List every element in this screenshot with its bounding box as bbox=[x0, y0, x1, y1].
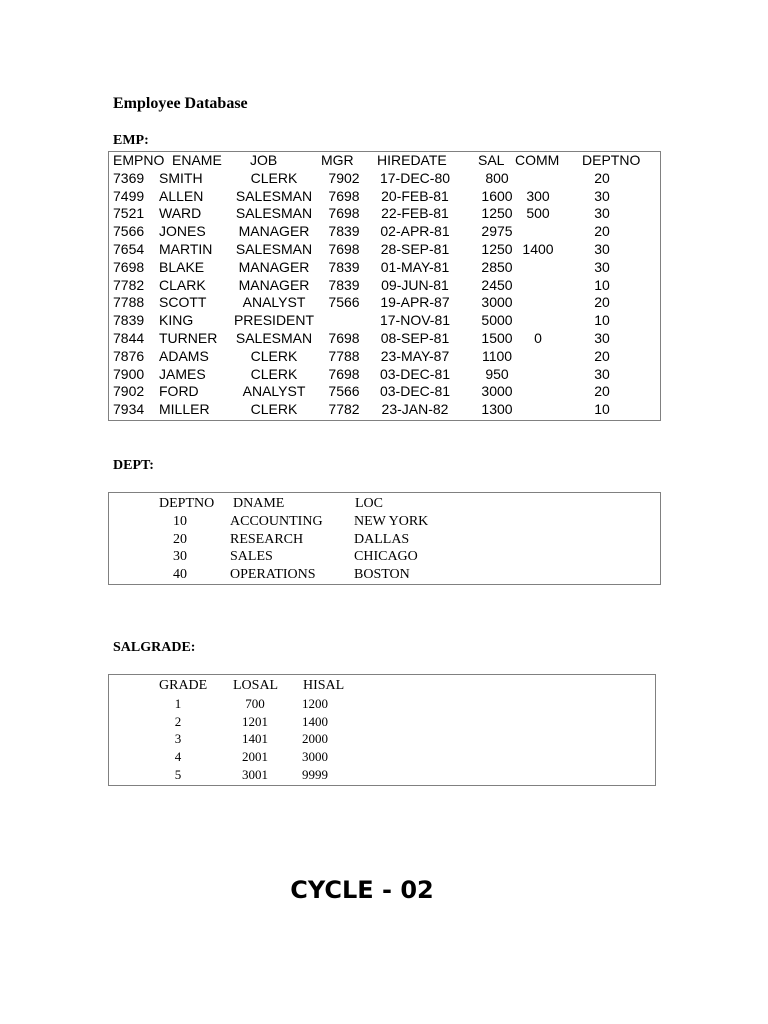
salgrade-header-2: HISAL bbox=[303, 678, 345, 693]
salgrade-cell: 2000 bbox=[302, 731, 328, 747]
emp-cell: ANALYST bbox=[242, 383, 306, 400]
cycle-heading: CYCLE - 02 bbox=[290, 876, 434, 904]
emp-cell: 7782 bbox=[113, 276, 145, 293]
emp-cell: 23-JAN-82 bbox=[381, 401, 449, 418]
emp-cell: 7839 bbox=[113, 312, 145, 329]
emp-cell: 20-FEB-81 bbox=[381, 187, 449, 204]
emp-cell: 7566 bbox=[328, 383, 360, 400]
emp-cell: 7566 bbox=[328, 294, 360, 311]
emp-cell: 30 bbox=[594, 365, 610, 382]
emp-cell: 03-DEC-81 bbox=[379, 383, 451, 400]
emp-cell: 30 bbox=[594, 330, 610, 346]
emp-cell: 7698 bbox=[328, 330, 360, 346]
emp-cell: 1100 bbox=[481, 347, 513, 364]
emp-cell: CLERK bbox=[250, 347, 298, 364]
emp-cell: SALESMAN bbox=[235, 330, 313, 346]
dept-cell: 20 bbox=[173, 531, 187, 547]
emp-cell: 7698 bbox=[328, 365, 360, 382]
salgrade-header-1: LOSAL bbox=[233, 678, 279, 693]
emp-cell: 30 bbox=[594, 205, 610, 222]
emp-cell: WARD bbox=[159, 205, 202, 222]
emp-cell: 23-MAY-87 bbox=[380, 347, 450, 364]
emp-header-7: DEPTNO bbox=[582, 152, 641, 168]
salgrade-cell: 3 bbox=[174, 731, 182, 747]
dept-cell: ACCOUNTING bbox=[230, 513, 323, 529]
emp-cell: 01-MAY-81 bbox=[380, 258, 450, 275]
emp-cell: CLERK bbox=[250, 169, 298, 186]
salgrade-cell: 9999 bbox=[302, 767, 328, 782]
emp-cell: ANALYST bbox=[242, 294, 306, 311]
emp-cell: 7839 bbox=[328, 276, 360, 293]
emp-cell: 7698 bbox=[113, 258, 145, 275]
emp-cell: 30 bbox=[594, 241, 610, 257]
emp-cell: 17-DEC-80 bbox=[379, 169, 451, 186]
emp-header-0: EMPNO bbox=[113, 152, 165, 168]
dept-cell: CHICAGO bbox=[354, 549, 418, 565]
emp-cell: 1600 bbox=[481, 187, 513, 204]
emp-cell: 20 bbox=[594, 169, 610, 186]
emp-cell: SALESMAN bbox=[235, 241, 313, 257]
emp-cell: 1400 bbox=[522, 241, 554, 257]
emp-cell: ALLEN bbox=[159, 187, 204, 204]
dept-cell: NEW YORK bbox=[354, 513, 429, 529]
dept-cell: DALLAS bbox=[354, 531, 410, 547]
emp-cell: 02-APR-81 bbox=[380, 223, 450, 240]
emp-cell: TURNER bbox=[159, 330, 218, 346]
emp-cell: 5000 bbox=[481, 312, 513, 329]
emp-cell: 28-SEP-81 bbox=[380, 241, 450, 257]
dept-cell: 30 bbox=[173, 549, 187, 565]
dept-cell: SALES bbox=[230, 549, 273, 565]
emp-cell: 7934 bbox=[113, 401, 145, 418]
emp-cell: CLARK bbox=[159, 276, 206, 293]
emp-cell: SMITH bbox=[159, 169, 203, 186]
emp-header-4: HIREDATE bbox=[377, 152, 447, 168]
emp-cell: 950 bbox=[485, 365, 509, 382]
emp-cell: 7900 bbox=[113, 365, 145, 382]
emp-cell: 7654 bbox=[113, 241, 145, 257]
salgrade-cell: 2 bbox=[174, 713, 182, 729]
emp-cell: JAMES bbox=[159, 365, 206, 382]
dept-cell: OPERATIONS bbox=[230, 567, 316, 583]
dept-header-1: DNAME bbox=[233, 496, 285, 511]
emp-cell: 7566 bbox=[113, 223, 145, 240]
emp-cell: 800 bbox=[485, 169, 509, 186]
emp-cell: 19-APR-87 bbox=[380, 294, 450, 311]
emp-header-3: MGR bbox=[321, 152, 354, 168]
emp-cell: SCOTT bbox=[159, 294, 207, 311]
emp-cell: 10 bbox=[594, 401, 610, 418]
emp-cell: 7698 bbox=[328, 241, 360, 257]
emp-header-2: JOB bbox=[250, 152, 278, 168]
salgrade-header-0: GRADE bbox=[159, 678, 208, 693]
emp-cell: 30 bbox=[594, 258, 610, 275]
emp-cell: 1250 bbox=[481, 241, 513, 257]
emp-cell: 7839 bbox=[328, 223, 360, 240]
salgrade-cell: 1401 bbox=[242, 731, 268, 747]
emp-cell: MARTIN bbox=[159, 241, 213, 257]
dept-header-0: DEPTNO bbox=[159, 496, 215, 511]
emp-cell: 0 bbox=[534, 330, 542, 346]
emp-cell: 20 bbox=[594, 347, 610, 364]
emp-cell: 7698 bbox=[328, 205, 360, 222]
emp-cell: 2450 bbox=[481, 276, 513, 293]
emp-cell: 7902 bbox=[113, 383, 145, 400]
emp-cell: 10 bbox=[594, 312, 610, 329]
page-title: Employee Database bbox=[113, 95, 248, 112]
salgrade-cell: 3001 bbox=[242, 767, 268, 782]
salgrade-cell: 5 bbox=[174, 767, 182, 782]
emp-cell: 500 bbox=[526, 205, 550, 222]
dept-cell: 40 bbox=[173, 567, 187, 583]
emp-cell: 22-FEB-81 bbox=[381, 205, 449, 222]
emp-cell: SALESMAN bbox=[235, 205, 313, 222]
emp-cell: JONES bbox=[159, 223, 206, 240]
emp-cell: 2850 bbox=[481, 258, 513, 275]
emp-cell: 1250 bbox=[481, 205, 513, 222]
emp-cell: 3000 bbox=[481, 294, 513, 311]
emp-cell: 7369 bbox=[113, 169, 145, 186]
salgrade-cell: 3000 bbox=[302, 749, 328, 765]
emp-cell: 7782 bbox=[328, 401, 360, 418]
emp-cell: 7788 bbox=[113, 294, 145, 311]
salgrade-cell: 1 bbox=[174, 695, 182, 711]
salgrade-cell: 2001 bbox=[242, 749, 268, 765]
emp-cell: 20 bbox=[594, 223, 610, 240]
emp-cell: 7839 bbox=[328, 258, 360, 275]
emp-cell: 03-DEC-81 bbox=[379, 365, 451, 382]
emp-cell: 20 bbox=[594, 383, 610, 400]
emp-cell: 7698 bbox=[328, 187, 360, 204]
emp-cell: BLAKE bbox=[159, 258, 205, 275]
salgrade-label: SALGRADE: bbox=[113, 640, 196, 655]
emp-cell: 2975 bbox=[481, 223, 513, 240]
emp-cell: 17-NOV-81 bbox=[379, 312, 451, 329]
emp-cell: 09-JUN-81 bbox=[381, 276, 449, 293]
salgrade-cell: 1201 bbox=[242, 713, 268, 729]
emp-cell: SALESMAN bbox=[235, 187, 313, 204]
emp-cell: 300 bbox=[526, 187, 550, 204]
emp-cell: CLERK bbox=[250, 365, 298, 382]
emp-cell: 7876 bbox=[113, 347, 145, 364]
dept-label: DEPT: bbox=[113, 458, 154, 473]
emp-cell: MILLER bbox=[159, 401, 210, 418]
emp-cell: CLERK bbox=[250, 401, 298, 418]
emp-cell: 7521 bbox=[113, 205, 145, 222]
dept-cell: RESEARCH bbox=[230, 531, 304, 547]
emp-cell: MANAGER bbox=[238, 276, 310, 293]
emp-cell: 1300 bbox=[481, 401, 513, 418]
emp-header-1: ENAME bbox=[172, 152, 222, 168]
dept-header-2: LOC bbox=[355, 496, 383, 511]
emp-label: EMP: bbox=[113, 133, 149, 148]
emp-cell: 7902 bbox=[328, 169, 360, 186]
salgrade-cell: 1400 bbox=[302, 713, 328, 729]
emp-header-5: SAL bbox=[478, 152, 505, 168]
dept-cell: BOSTON bbox=[354, 567, 410, 583]
emp-cell: 7499 bbox=[113, 187, 145, 204]
emp-cell: MANAGER bbox=[238, 223, 310, 240]
emp-cell: 3000 bbox=[481, 383, 513, 400]
emp-cell: 10 bbox=[594, 276, 610, 293]
salgrade-cell: 4 bbox=[174, 749, 182, 765]
emp-cell: 30 bbox=[594, 187, 610, 204]
emp-cell: KING bbox=[159, 312, 194, 329]
emp-cell: 1500 bbox=[481, 330, 513, 346]
dept-cell: 10 bbox=[173, 513, 187, 529]
emp-cell: MANAGER bbox=[238, 258, 310, 275]
emp-cell: 08-SEP-81 bbox=[380, 330, 450, 346]
emp-cell: 20 bbox=[594, 294, 610, 311]
emp-cell: ADAMS bbox=[159, 347, 209, 364]
salgrade-cell: 1200 bbox=[302, 695, 328, 711]
emp-header-6: COMM bbox=[515, 152, 560, 168]
emp-cell: PRESIDENT bbox=[233, 312, 315, 329]
salgrade-cell: 700 bbox=[245, 695, 265, 711]
emp-cell: FORD bbox=[159, 383, 199, 400]
emp-cell: 7844 bbox=[113, 330, 145, 346]
emp-cell: 7788 bbox=[328, 347, 360, 364]
